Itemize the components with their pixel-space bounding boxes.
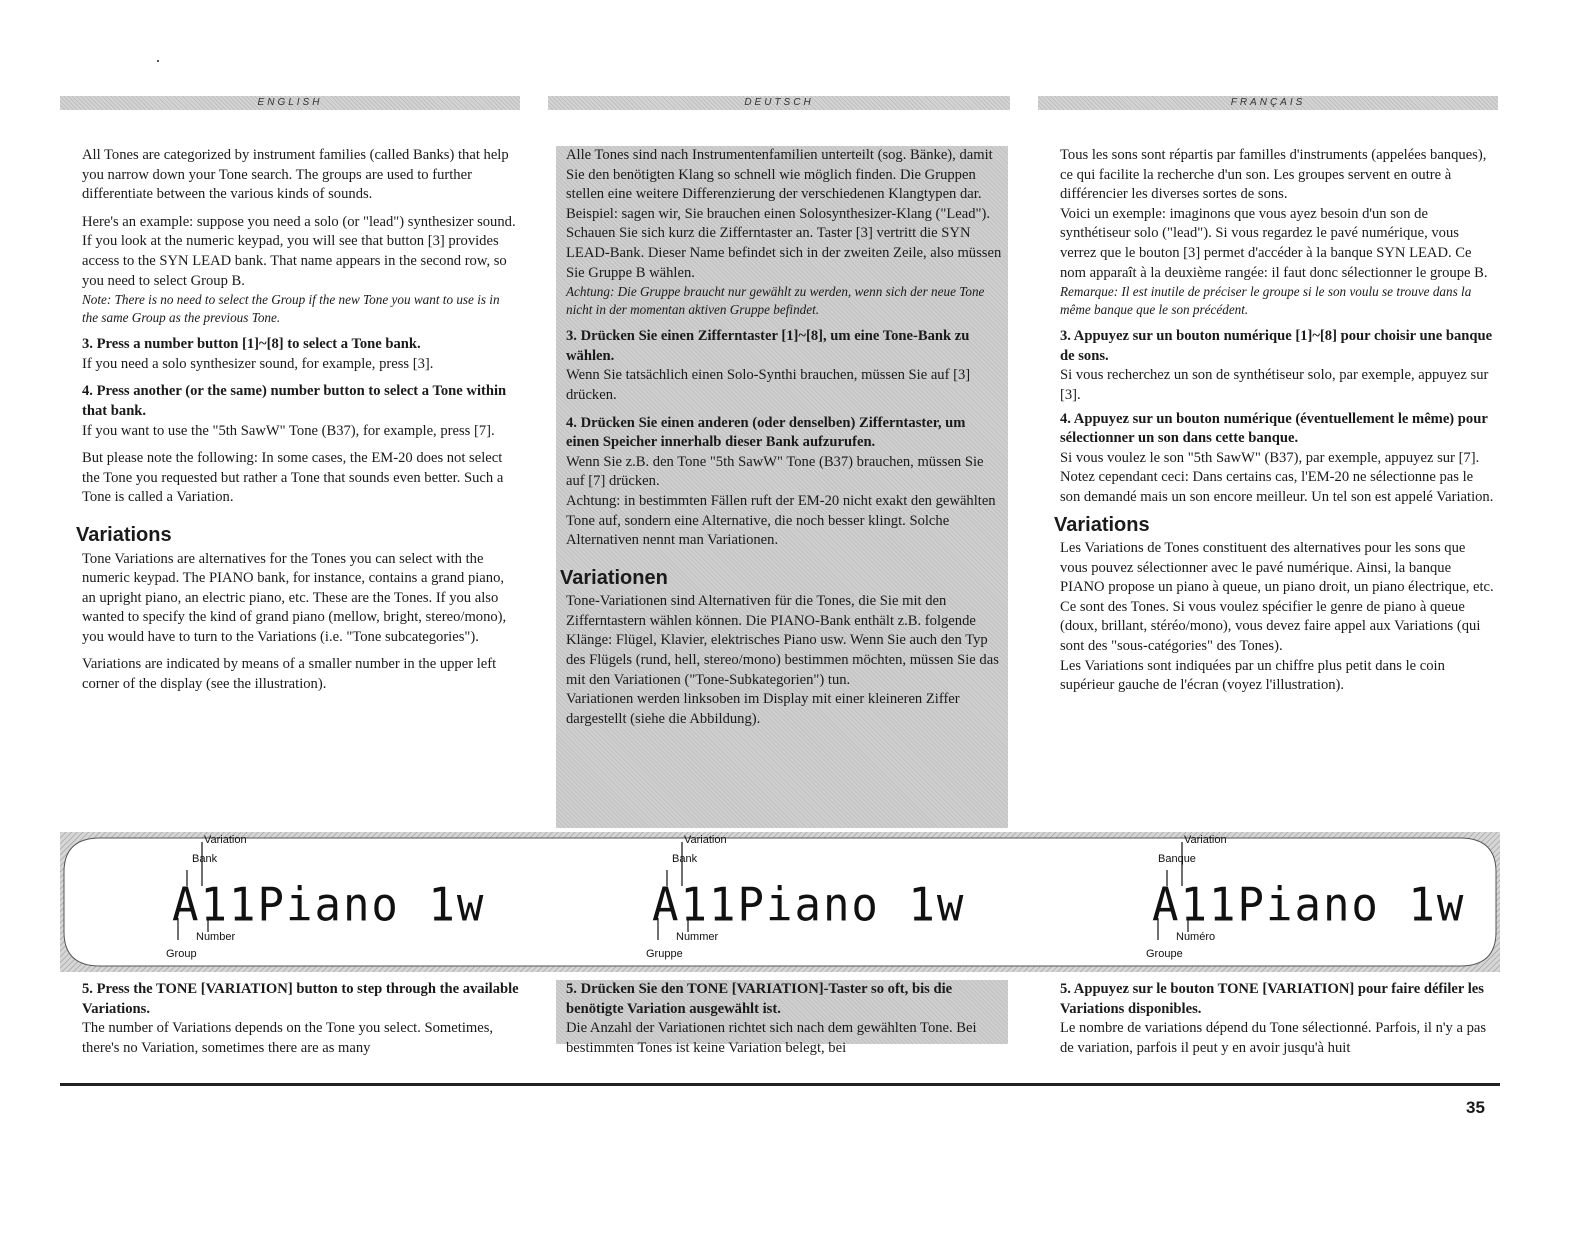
header-francais: FRANÇAIS [1038, 96, 1498, 110]
de-variations-body: Tone-Variationen sind Alternativen für die Tones, die Sie mit den Zifferntastern wählen können. Die PIANO-Bank enthält z.B. folgende Klänge: Flügel, Klavier, elektrisches Piano usw. Wenn Sie auch den Typ des Flügels (rund, hell, stereo/mono) bestimmen möchten, müssen Sie das mit den Variationen ("Tone-Subkategorien") tun. [566, 593, 999, 688]
label-variation-fr: Variation [1184, 834, 1227, 846]
column-deutsch [556, 146, 1008, 828]
de-note: Achtung: Die Gruppe braucht nur gewählt zu werden, wenn sich der neue Tone nicht in der momentan aktiven Gruppe befindet. [566, 284, 985, 318]
en-step4-body: If you want to use the "5th SawW" Tone (B37), for example, press [7]. [82, 422, 495, 439]
en-step3-body: If you need a solo synthesizer sound, for example, press [3]. [82, 355, 434, 372]
de-step5-heading: 5. Drücken Sie den TONE [VARIATION]-Taster so oft, bis die benötigte Variation ausgewählt ist. [566, 981, 953, 1017]
en-intro: All Tones are categorized by instrument families (called Banks) that help you narrow down your Tone search. The groups are used to further differentiate between the various kinds of sounds. [82, 147, 509, 203]
en-variations-body: Tone Variations are alternatives for the Tones you can select with the numeric keypad. The PIANO bank, for instance, contains a grand piano, an upright piano, an electric piano, etc. These are the Tones. If you also wanted to specify the kind of grand piano (mellow, bright, stereo/mono), you would have to turn to the Variations (i.e. "Tone subcategories"). [82, 550, 507, 645]
label-number-en: Number [196, 931, 236, 943]
label-bank-en: Bank [192, 853, 218, 865]
header-deutsch: DEUTSCH [548, 96, 1010, 110]
fr-step5 [1060, 980, 1500, 1058]
fr-step4-body: Si vous voulez le son "5th SawW" (B37), par exemple, appuyez sur [7]. Notez cependant ceci: Dans certains cas, l'EM-20 ne sélectionne pas le son demandé mais un son encore meilleur. Un tel son est appelé Variation. [1060, 449, 1494, 505]
de-step3-body: Wenn Sie tatsächlich einen Solo-Synthi brauchen, müssen Sie auf [3] drücken. [566, 367, 971, 403]
header-english: ENGLISH [60, 96, 520, 110]
stray-mark [157, 60, 159, 62]
fr-intro: Tous les sons sont répartis par familles d'instruments (appelées banques), ce qui facilite la recherche d'un son. Les groupes servent en outre à différencier les diverses sortes de sons. [1060, 147, 1487, 203]
fr-note: Remarque: Il est inutile de préciser le groupe si le son voulu se trouve dans la même banque que le son précédent. [1060, 284, 1472, 318]
en-example: Here's an example: suppose you need a solo (or "lead") synthesizer sound. If you look at the numeric keypad, you will see that button [3] provides access to the SYN LEAD bank. That name appears in the second row, so you need to select Group B. [82, 213, 516, 289]
lcd-display-francais: A11Piano 1w [1152, 878, 1466, 933]
label-number-fr: Numéro [1176, 931, 1216, 943]
de-step5-body: Die Anzahl der Variationen richtet sich nach dem gewählten Tone. Bei bestimmten Tones ist keine Variation belegt, bei [566, 1020, 977, 1056]
de-step4-body: Wenn Sie z.B. den Tone "5th SawW" Tone (B37) brauchen, müssen Sie auf [7] drücken. [566, 453, 984, 490]
label-variation-de: Variation [684, 834, 727, 846]
fr-variations-indicator: Les Variations sont indiquées par un chiffre plus petit dans le coin supérieur gauche de l'écran (voyez l'illustration). [1060, 657, 1445, 694]
de-intro: Alle Tones sind nach Instrumentenfamilien unterteilt (sog. Bänke), damit Sie den benötigten Klang so schnell wie möglich finden. Die Gruppen stellen eine weitere Differenzierung der verschiedenen Klangtypen dar. [566, 147, 993, 203]
label-bank-fr: Banque [1158, 853, 1196, 865]
en-step5-body: The number of Variations depends on the Tone you select. Sometimes, there's no Variation, sometimes there are as many [82, 1020, 494, 1056]
de-step3-heading: 3. Drücken Sie einen Zifferntaster [1]~[8], um eine Tone-Bank zu wählen. [566, 328, 970, 364]
fr-variations-title: Variations [1054, 513, 1150, 536]
label-group-fr: Groupe [1146, 948, 1183, 960]
en-variation-notice: But please note the following: In some cases, the EM-20 does not select the Tone you requested but rather a Tone that sounds even better. Such a Tone is called a Variation. [82, 450, 504, 506]
de-variations-title: Variationen [560, 566, 668, 589]
lcd-display-english: A11Piano 1w [172, 878, 486, 933]
en-step5 [82, 980, 522, 1058]
label-number-de: Nummer [676, 931, 719, 943]
de-example: Beispiel: sagen wir, Sie brauchen einen Solosynthesizer-Klang ("Lead"). Schauen Sie sich kurz die Zifferntaster an. Taster [3] vertritt die SYN LEAD-Bank. Dieser Name befindet sich in der zweiten Zeile, also müssen Sie Gruppe B wählen. [566, 205, 1002, 281]
fr-step5-body: Le nombre de variations dépend du Tone sélectionné. Parfois, il n'y a pas de variation, parfois il peut y en avoir jusqu'à huit [1060, 1020, 1487, 1056]
column-english [76, 146, 518, 703]
label-group-en: Group [166, 948, 197, 960]
fr-variations-body: Les Variations de Tones constituent des alternatives pour les sons que vous pouvez sélectionner avec le pavé numérique. Ainsi, la banque PIANO propose un piano à queue, un piano droit, un piano électrique, etc. Ce sont des Tones. Si vous voulez spécifier le genre de piano à queue (doux, brillant, stéréo/mono), vous devez faire appel aux Variations (qui sont des "sous-catégories" des Tones). [1060, 540, 1494, 655]
en-step5-heading: 5. Press the TONE [VARIATION] button to step through the available Variations. [82, 981, 519, 1017]
en-step3-heading: 3. Press a number button [1]~[8] to select a Tone bank. [82, 336, 421, 353]
de-variations-indicator: Variationen werden linksoben im Display mit einer kleineren Ziffer dargestellt (siehe die Abbildung). [566, 691, 960, 727]
fr-step3-body: Si vous recherchez un son de synthétiseur solo, par exemple, appuyez sur [3]. [1060, 367, 1489, 403]
en-variations-title: Variations [76, 523, 172, 546]
de-step5 [556, 980, 1008, 1056]
de-step4-heading: 4. Drücken Sie einen anderen (oder denselben) Zifferntaster, um einen Speicher innerhalb dieser Bank aufzurufen. [566, 414, 966, 451]
label-group-de: Gruppe [646, 948, 683, 960]
de-variation-notice: Achtung: in bestimmten Fällen ruft der EM-20 nicht exakt den gewählten Tone auf, sondern eine Alternative, die noch besser klingt. Solche Alternativen nennt man Variationen. [566, 492, 996, 549]
label-bank-de: Bank [672, 853, 698, 865]
lcd-display-deutsch: A11Piano 1w [652, 878, 966, 933]
label-variation-en: Variation [204, 834, 247, 846]
column-francais [1054, 146, 1496, 704]
fr-example: Voici un exemple: imaginons que vous ayez besoin d'un son de synthétiseur solo ("lead"). Si vous regardez le pavé numérique, vous verrez que le bouton [3] permet d'accéder à la banque SYN LEAD. Ce nom apparaît à la deuxième rangée: il faut donc sélectionner le groupe B. [1060, 205, 1488, 281]
page-number: 35 [1466, 1098, 1485, 1117]
footer-rule [60, 1083, 1500, 1086]
en-step4-heading: 4. Press another (or the same) number button to select a Tone within that bank. [82, 383, 507, 419]
en-note: Note: There is no need to select the Group if the new Tone you want to use is in the same Group as the previous Tone. [82, 292, 500, 326]
fr-step4-heading: 4. Appuyez sur un bouton numérique (éventuellement le même) pour sélectionner un son dans cette banque. [1060, 410, 1488, 447]
en-variations-indicator: Variations are indicated by means of a smaller number in the upper left corner of the display (see the illustration). [82, 656, 497, 693]
fr-step3-heading: 3. Appuyez sur un bouton numérique [1]~[8] pour choisir une banque de sons. [1060, 328, 1493, 364]
fr-step5-heading: 5. Appuyez sur le bouton TONE [VARIATION] pour faire défiler les Variations disponibles. [1060, 981, 1484, 1017]
